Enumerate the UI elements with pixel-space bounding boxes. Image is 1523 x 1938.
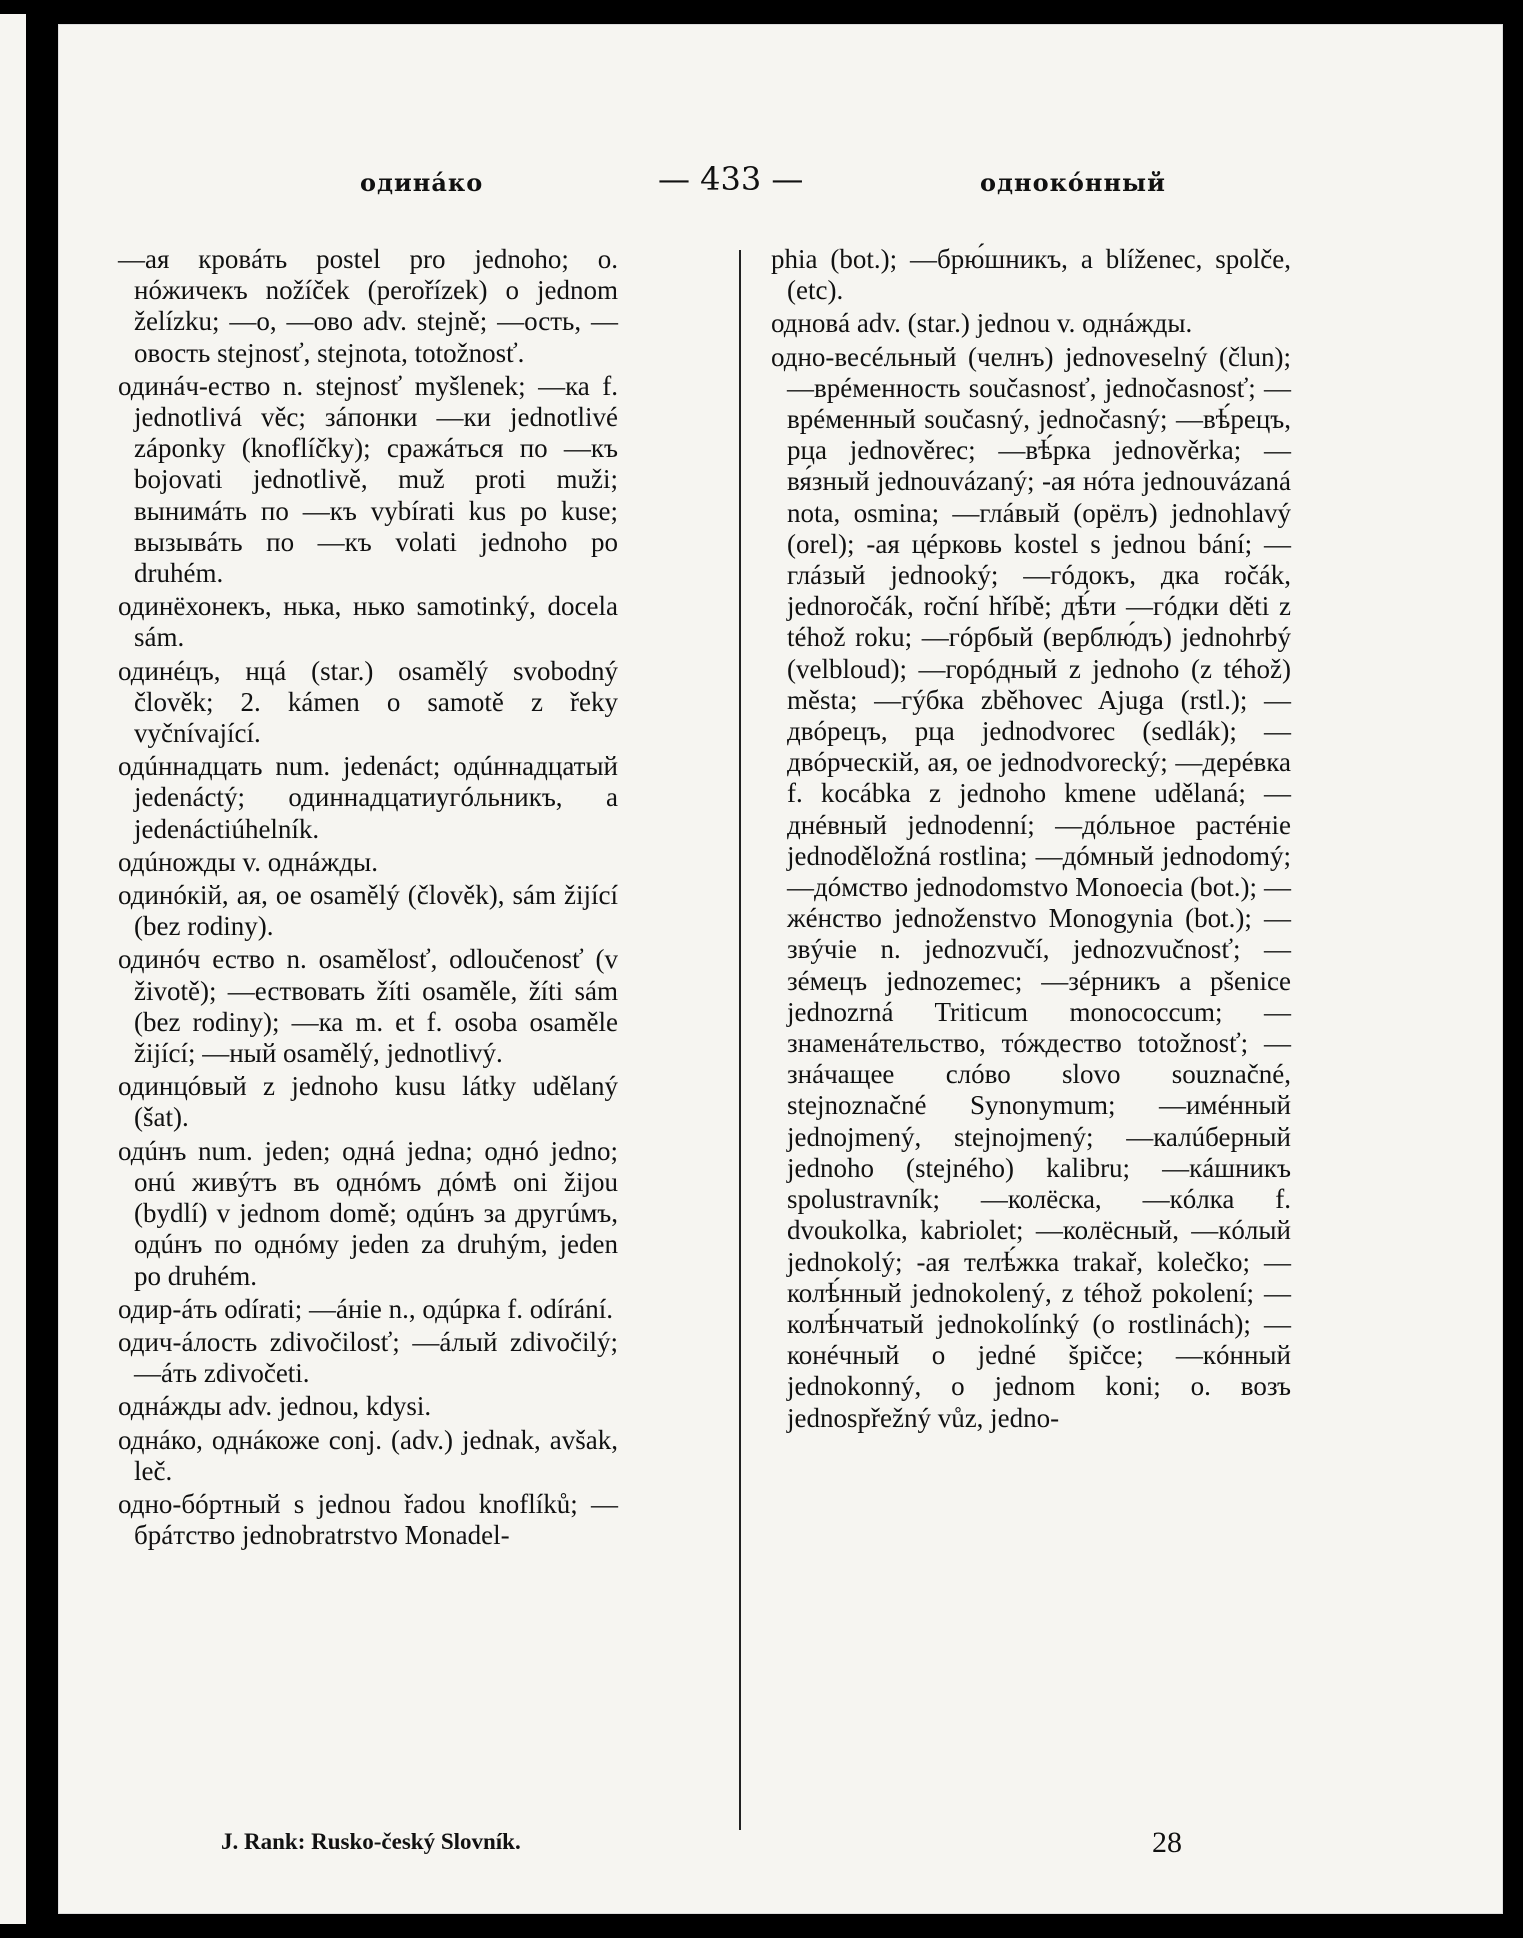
header-left-word: одинáко [360, 168, 484, 197]
dictionary-entry: одинёхонекъ, нька, нько samotinký, docela sám. [118, 591, 618, 653]
dictionary-entry: одúннадцать num. jedenáct; одúннадцатый jedenáctý; одиннадцатиугóльникъ, a jedenáctiúhelník. [118, 751, 618, 844]
dictionary-entry: одич-áлость zdivočilosť; —áлый zdivočilý; —áть zdivočeti. [118, 1326, 618, 1389]
dictionary-entry: одúножды v. однáжды. [118, 846, 378, 877]
left-column [118, 244, 618, 1553]
dictionary-entry: однoвá adv. (star.) jednou v. однáжды. [771, 308, 1193, 339]
dictionary-entry: одинéцъ, нцá (star.) osamělý svobodný člověk; 2. kámen o samotě z řeky vyčnívající. [118, 655, 618, 749]
dictionary-entry: одинáч-ество n. stejnosť myšlenek; —ка f. jednotlivá věc; зáпонки —ки jednotlivé záponky (knoflíčky); сражáться по —къ bojovati jednotlivě, muž proti muži; вынимáть по —къ vybírati kus po kuse; вызывáть по —къ volati jednoho po druhém. [118, 370, 618, 589]
running-head [58, 160, 1503, 200]
dictionary-page [58, 24, 1503, 1914]
column-divider [739, 250, 741, 1830]
footer-imprint: J. Rank: Rusko-český Slovník. [221, 1829, 521, 1854]
dictionary-entry: одинцóвый z jednoho kusu látky udělaný (šat). [118, 1071, 618, 1133]
dictionary-entry: одúнъ num. jeden; однá jedna; однó jedno; онú живýтъ въ однóмъ дóмѣ oni žijou (bydlí) v jednom domě; одúнъ за другúмъ, одúнъ по однóму jeden za druhým, jeden po druhém. [118, 1135, 618, 1291]
header-right-word: однокóнный [980, 168, 1166, 197]
dictionary-entry: однáко, однáкоже conj. (adv.) jednak, avšak, leč. [118, 1424, 618, 1486]
signature-mark: 28 [1152, 1826, 1182, 1859]
page-number: — 433 — [658, 160, 804, 198]
dictionary-entry: одно-весéльный (челнъ) jednoveselný (člun); —врéменность současnosť, jednočasnosť; —врéменный současný, jednočasný; —вѣ́рецъ, рца jednověrec; —вѣ́рка jednověrka; —вя́зный jednouvázaný; -ая нóта jednouvázaná nota, osmina; —глáвый (орёлъ) jednohlavý (orel); -ая цéрковь kostel s jednou bání; —глáзый jednooký; —гóдокъ, дка ročák, jednoročák, roční hříbě; дѣ́ти —гóдки děti z téhož roku; —гóрбый (верблю́дъ) jednohrbý (velbloud); —горóдный z jednoho (z téhož) města; —гýбка zběhovec Ajuga (rstl.); —двóрецъ, рца jednodvorec (sedlák); —двóрческій, ая, ое jednodvorecký; —дерéвка f. kocábka z jednoho kmene udělaná; —днéвный jednodenní; —дóльное растéніе jednoděložná rostlina; —дóмный jednodomý; —дóмство jednodomstvo Monoecia (bot.); —жéнство jednoženstvo Monogynia (bot.); —звýчіе n. jednozvučí, jednozvučnosť; —зéмецъ jednozemec; —зéрникъ a pšenice jednozrná Triticum monococcum; —знаменáтельство, тóждество totožnosť; —знáчащее слóво slovo souznačné, stejnoznačné Synonymum; —имéнный jednojmený, stejnojmený; —калúберный jednoho (stejného) kalibru; —кáшникъ spolustravník; —колёска, —кóлка f. dvoukolka, kabriolet; —колёсный, —кóлый jednokolý; -ая телѣ́жка trakař, kolečko; —колѣ́нный jednokolený, z téhož pokolení; —колѣ́нчатый jednokolínký (o rostlinách); —конéчный o jedné špičce; —кóнный jednokonný, o jednom koni; о. возъ jednospřežný vůz, jedno- [771, 341, 1291, 1433]
adjacent-page-edge [0, 14, 26, 1924]
dictionary-entry: —ая кровáть postel pro jednoho; о. нóжичекъ nožíček (perořízek) o jednom želízku; —о, —ово adv. stejně; —ость, —овость stejnosť, stejnota, totožnosť. [118, 244, 618, 368]
dictionary-entry: phia (bot.); —брю́шникъ, a blíženec, spolče, (etc). [771, 244, 1291, 306]
dictionary-entry: одинóч ество n. osamělosť, odloučenosť (v životě); —ествовать žíti osaměle, žíti sám (bez rodiny); —ка m. et f. osoba osaměle žijící; —ный osamělý, jednotlivý. [118, 944, 618, 1069]
dictionary-entry: одинóкій, ая, ое osamělý (člověk), sám žijící (bez rodiny). [118, 880, 618, 942]
dictionary-entry: одир-áть odírati; —áніе n., одúрка f. odírání. [118, 1293, 614, 1324]
right-column [771, 244, 1291, 1436]
dictionary-entry: однáжды adv. jednou, kdysi. [118, 1391, 432, 1422]
dictionary-entry: одно-бóртный s jednou řadou knoflíků; —брáтство jednobratrstvo Monadel- [118, 1488, 618, 1551]
